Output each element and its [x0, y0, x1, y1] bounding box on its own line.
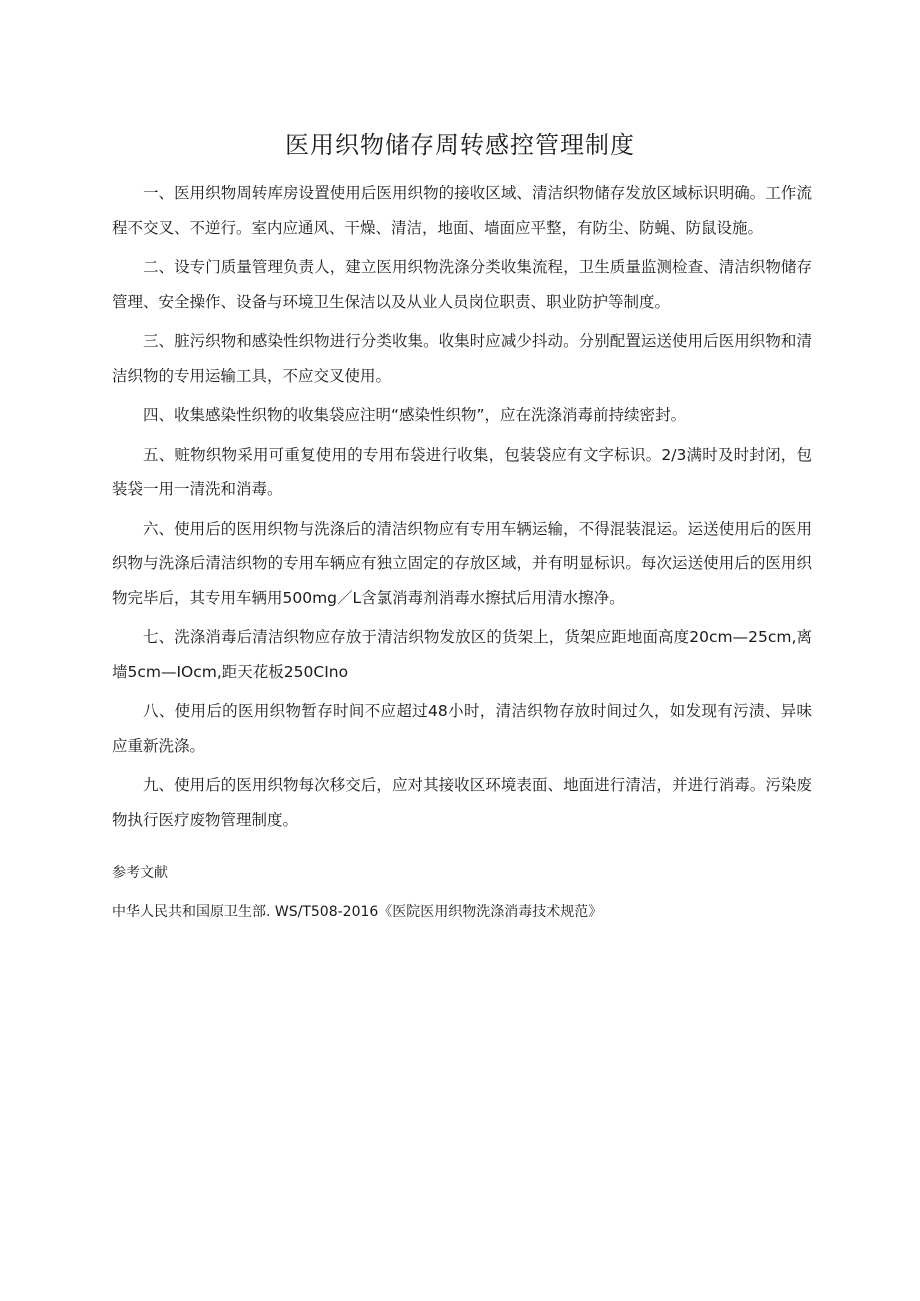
document-body	[112, 176, 812, 842]
reference-item: 中华人民共和国原卫生部. WS/T508-2016《医院医用织物洗涤消毒技术规范》	[112, 904, 603, 920]
paragraph-7: 七、洗涤消毒后清洁织物应存放于清洁织物发放区的货架上，货架应距地面高度20cm—25cm,离墙5cm—IOcm,距天花板250CIno	[112, 628, 812, 681]
paragraph-6: 六、使用后的医用织物与洗涤后的清洁织物应有专用车辆运输，不得混装混运。运送使用后的医用织物与洗涤后清洁织物的专用车辆应有独立固定的存放区域，并有明显标识。每次运送使用后的医用织物完毕后，其专用车辆用500mg／L含氯消毒剂消毒水擦拭后用清水擦净。	[112, 519, 812, 607]
paragraph-9: 九、使用后的医用织物每次移交后，应对其接收区环境表面、地面进行清洁，并进行消毒。污染废物执行医疗废物管理制度。	[112, 776, 812, 829]
paragraph-5: 五、赃物织物采用可重复使用的专用布袋进行收集，包装袋应有文字标识。2/3满时及时封闭，包装袋一用一清洗和消毒。	[112, 445, 812, 498]
paragraph-3: 三、脏污织物和感染性织物进行分类收集。收集时应减少抖动。分别配置运送使用后医用织物和清洁织物的专用运输工具，不应交叉使用。	[112, 332, 812, 385]
paragraph-4: 四、收集感染性织物的收集袋应注明“感染性织物”，应在洗涤消毒前持续密封。	[143, 406, 687, 424]
paragraph-1: 一、医用织物周转库房设置使用后医用织物的接收区域、清洁织物储存发放区域标识明确。工作流程不交叉、不逆行。室内应通风、干燥、清洁，地面、墙面应平整，有防尘、防蝇、防鼠设施。	[112, 184, 812, 237]
paragraph-8: 八、使用后的医用织物暂存时间不应超过48小时，清洁织物存放时间过久，如发现有污渍、异味应重新洗涤。	[112, 702, 812, 755]
references-heading: 参考文献	[112, 865, 168, 881]
paragraph-2: 二、设专门质量管理负责人，建立医用织物洗涤分类收集流程，卫生质量监测检查、清洁织物储存管理、安全操作、设备与环境卫生保洁以及从业人员岗位职责、职业防护等制度。	[112, 258, 812, 311]
document-title: 医用织物储存周转感控管理制度	[285, 131, 635, 159]
